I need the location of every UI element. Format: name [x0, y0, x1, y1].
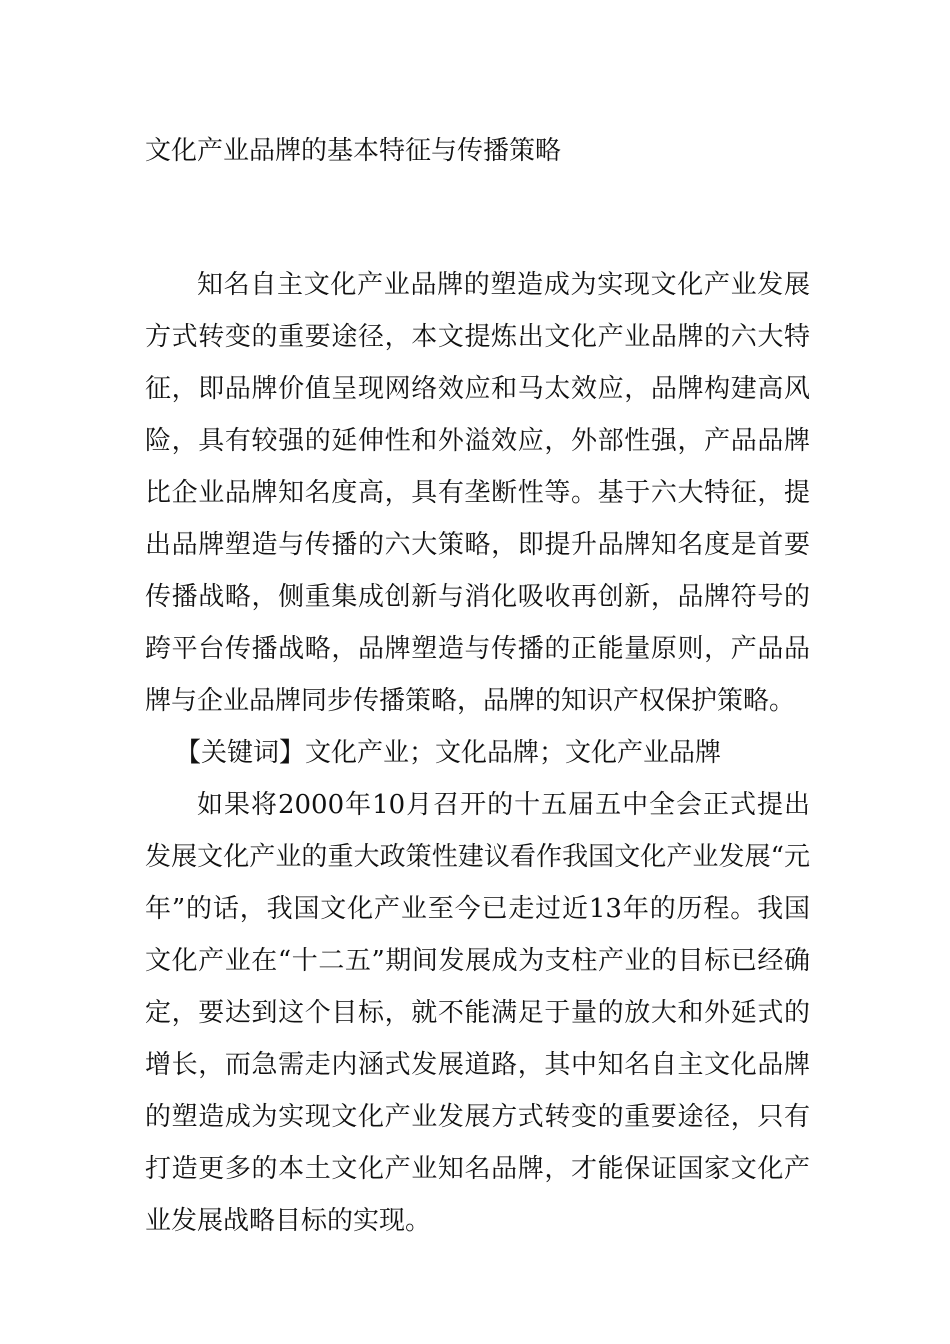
- body-paragraph: 如果将2000年10月召开的十五届五中全会正式提出发展文化产业的重大政策性建议看作我国文化产业发展“元年”的话，我国文化产业至今已走过近13年的历程。我国文化产业在“十二五”期间发展成为支柱产业的目标已经确定，要达到这个目标，就不能满足于量的放大和外延式的增长，而急需走内涵式发展道路，其中知名自主文化品牌的塑造成为实现文化产业发展方式转变的重要途径，只有打造更多的本土文化产业知名品牌，才能保证国家文化产业发展战略目标的实现。: [145, 790, 810, 1236]
- keywords-line: 【关键词】文化产业；文化品牌；文化产业品牌: [175, 738, 722, 768]
- document-title: 文化产业品牌的基本特征与传播策略: [145, 136, 562, 166]
- abstract-paragraph: 知名自主文化产业品牌的塑造成为实现文化产业发展方式转变的重要途径，本文提炼出文化产业品牌的六大特征，即品牌价值呈现网络效应和马太效应，品牌构建高风险，具有较强的延伸性和外溢效应，外部性强，产品品牌比企业品牌知名度高，具有垄断性等。基于六大特征，提出品牌塑造与传播的六大策略，即提升品牌知名度是首要传播战略，侧重集成创新与消化吸收再创新，品牌符号的跨平台传播战略，品牌塑造与传播的正能量原则，产品品牌与企业品牌同步传播策略，品牌的知识产权保护策略。: [145, 270, 810, 716]
- document-content: [145, 125, 810, 1247]
